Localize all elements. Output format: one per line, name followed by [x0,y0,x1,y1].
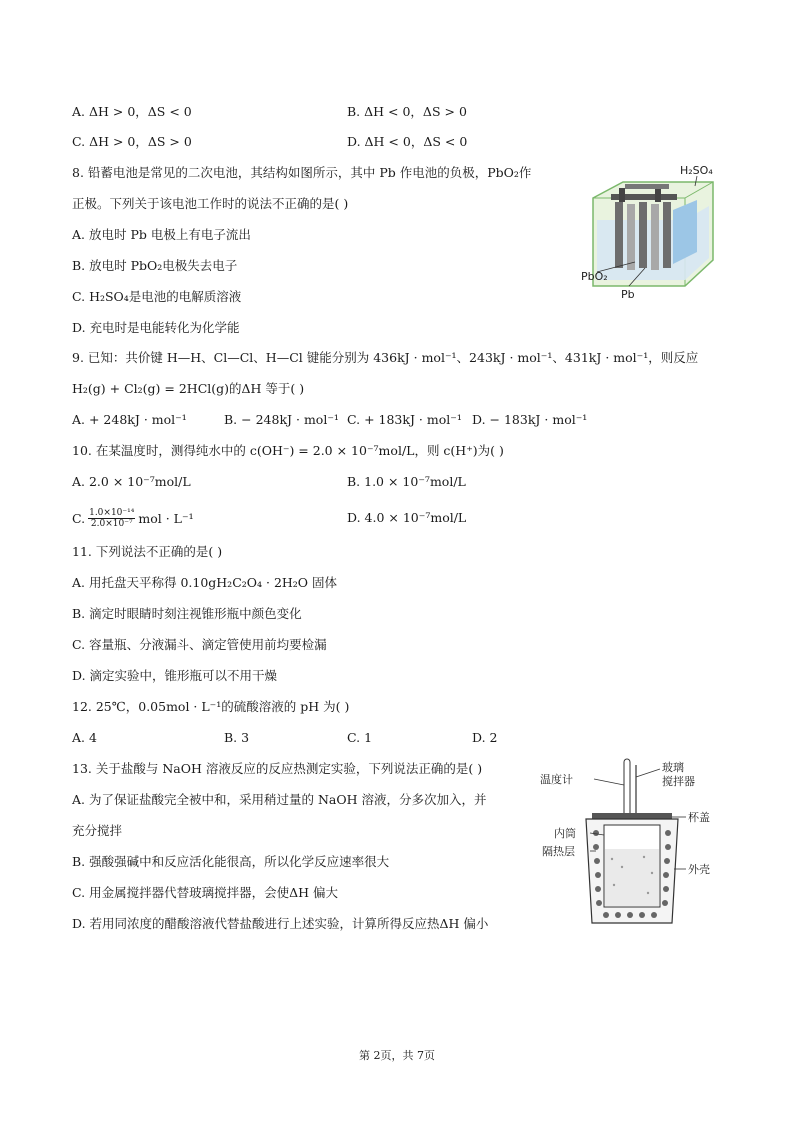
q13-option-c: C. 用金属搅拌器代替玻璃搅拌器，会使ΔH 偏大 [72,885,338,900]
q7-option-a: A. ΔH > 0，ΔS < 0 [72,104,192,119]
lead-acid-battery-figure [581,160,725,301]
q12-option-d: D. 2 [472,730,498,745]
q10-option-b: B. 1.0 × 10⁻⁷mol/L [347,474,466,489]
q10-fraction-numerator: 1.0×10⁻¹⁴ [89,508,135,518]
q9-stem-line2: H₂(g) + Cl₂(g) = 2HCl(g)的ΔH 等于( ) [72,381,305,396]
q8-stem-line2: 正极。下列关于该电池工作时的说法不正确的是( ) [72,196,349,211]
q11-stem: 11. 下列说法不正确的是( ) [72,544,223,559]
q12-stem: 12. 25℃，0.05mol · L⁻¹的硫酸溶液的 pH 为( ) [72,699,350,714]
q8-option-d: D. 充电时是电能转化为化学能 [72,320,240,335]
q11-option-b: B. 滴定时眼睛时刻注视锥形瓶中颜色变化 [72,606,302,621]
q7-option-c: C. ΔH > 0，ΔS > 0 [72,134,192,149]
q12-option-a: A. 4 [72,730,97,745]
q9-option-d: D. − 183kJ · mol⁻¹ [472,412,588,427]
q9-option-a: A. + 248kJ · mol⁻¹ [72,412,187,427]
calorimeter-label-insulation: 隔热层 [542,845,575,858]
q10-fraction [88,508,135,529]
q9-option-b: B. − 248kJ · mol⁻¹ [224,412,339,427]
q10-fraction-denominator: 2.0×10⁻⁷ [90,519,133,529]
q10-option-a: A. 2.0 × 10⁻⁷mol/L [72,474,191,489]
calorimeter-label-inner-cup: 内筒 [554,827,576,840]
q13-option-a-line1: A. 为了保证盐酸完全被中和，采用稍过量的 NaOH 溶液，分多次加入，并 [72,792,487,807]
calorimeter-label-shell: 外壳 [688,863,710,876]
calorimeter-label-thermometer: 温度计 [540,773,573,786]
battery-label-pbo2: PbO₂ [581,270,608,283]
q13-stem: 13. 关于盐酸与 NaOH 溶液反应的反应热测定实验，下列说法正确的是( ) [72,761,483,776]
q10-option-d: D. 4.0 × 10⁻⁷mol/L [347,510,467,525]
q12-option-b: B. 3 [224,730,250,745]
calorimeter-label-stirrer-line1: 玻璃 [662,761,684,774]
q8-option-b: B. 放电时 PbO₂电极失去电子 [72,258,238,273]
q10-option-c [72,508,194,529]
q12-option-c: C. 1 [347,730,373,745]
q13-option-a-line2: 充分搅拌 [72,823,123,838]
q7-option-b: B. ΔH < 0，ΔS > 0 [347,104,467,119]
q11-option-c: C. 容量瓶、分液漏斗、滴定管使用前均要检漏 [72,637,327,652]
q10-option-c-prefix: C. [72,510,86,526]
calorimeter-label-stirrer-line2: 搅拌器 [662,775,695,788]
q8-option-c: C. H₂SO₄是电池的电解质溶液 [72,289,242,304]
q11-option-d: D. 滴定实验中，锥形瓶可以不用干燥 [72,668,278,683]
q8-stem-line1: 8. 铅蓄电池是常见的二次电池，其结构如图所示，其中 Pb 作电池的负极，PbO₂作 [72,165,532,180]
calorimeter-label-lid: 杯盖 [688,811,710,824]
q13-option-d: D. 若用同浓度的醋酸溶液代替盐酸进行上述实验，计算所得反应热ΔH 偏小 [72,916,489,931]
battery-label-pb: Pb [621,288,635,301]
battery-label-h2so4: H₂SO₄ [680,164,713,177]
q10-stem: 10. 在某温度时，测得纯水中的 c(OH⁻) = 2.0 × 10⁻⁷mol/L，则 c(H⁺)为( ) [72,443,504,458]
q13-option-b: B. 强酸强碱中和反应活化能很高，所以化学反应速率很大 [72,854,390,869]
q10-option-c-unit: mol · L⁻¹ [138,510,194,526]
q9-option-c: C. + 183kJ · mol⁻¹ [347,412,462,427]
q7-option-d: D. ΔH < 0，ΔS < 0 [347,134,468,149]
q8-option-a: A. 放电时 Pb 电极上有电子流出 [72,227,251,242]
q9-stem-line1: 9. 已知：共价键 H—H、Cl—Cl、H—Cl 键能分别为 436kJ · mol⁻¹、243kJ · mol⁻¹、431kJ · mol⁻¹，则反应 [72,350,699,365]
page-footer: 第 2页，共 7页 [359,1049,435,1062]
calorimeter-figure [540,755,720,935]
q11-option-a: A. 用托盘天平称得 0.10gH₂C₂O₄ · 2H₂O 固体 [72,575,338,590]
